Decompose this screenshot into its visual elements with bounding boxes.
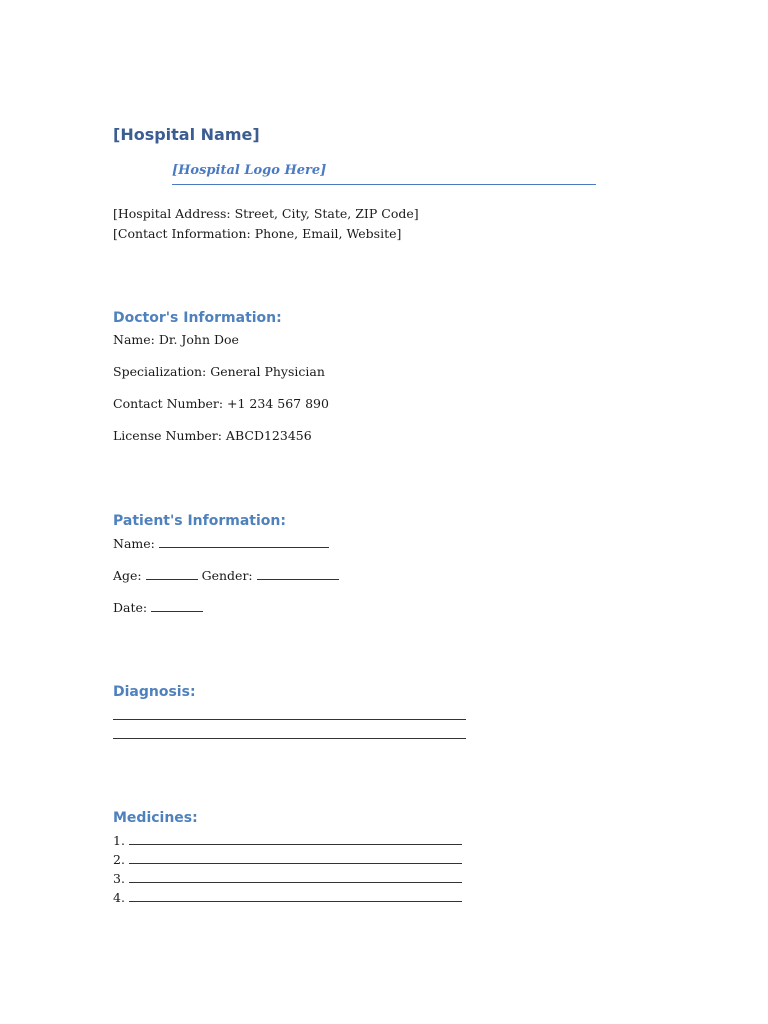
patient-age-field[interactable] (146, 566, 198, 580)
doctor-info-heading: Doctor's Information: (113, 310, 282, 326)
medicine-item-field[interactable] (129, 869, 462, 883)
medicine-item-field[interactable] (129, 888, 462, 902)
hospital-name: [Hospital Name] (113, 125, 260, 144)
hospital-contact: [Contact Information: Phone, Email, Website] (113, 226, 402, 241)
patient-name-row (113, 534, 329, 553)
hospital-logo-text: [Hospital Logo Here] (172, 163, 327, 178)
medicine-item (113, 869, 462, 888)
patient-name-label: Name: (113, 536, 155, 551)
patient-date-field[interactable] (151, 598, 203, 612)
patient-age-label: Age: (113, 568, 142, 583)
medicine-item (113, 888, 462, 907)
medicine-item-number: 4. (113, 890, 125, 905)
medicine-item (113, 831, 462, 850)
patient-date-label: Date: (113, 600, 148, 615)
medicines-heading: Medicines: (113, 810, 198, 826)
diagnosis-line-2[interactable] (113, 738, 466, 739)
medicine-item (113, 850, 462, 869)
medicine-item-number: 1. (113, 833, 125, 848)
patient-gender-field[interactable] (257, 566, 339, 580)
hospital-logo-placeholder (172, 162, 596, 185)
doctor-license-number: License Number: ABCD123456 (113, 428, 312, 443)
medicine-item-field[interactable] (129, 850, 462, 864)
medicine-item-field[interactable] (129, 831, 462, 845)
hospital-address: [Hospital Address: Street, City, State, ZIP Code] (113, 206, 419, 221)
patient-age-gender-row (113, 566, 339, 585)
diagnosis-heading: Diagnosis: (113, 684, 196, 700)
patient-info-heading: Patient's Information: (113, 513, 286, 529)
doctor-name: Name: Dr. John Doe (113, 332, 239, 347)
doctor-specialization: Specialization: General Physician (113, 364, 325, 379)
patient-date-row (113, 598, 203, 617)
patient-gender-label: Gender: (201, 568, 253, 583)
medicine-item-number: 3. (113, 871, 125, 886)
medicine-item-number: 2. (113, 852, 125, 867)
diagnosis-line-1[interactable] (113, 719, 466, 720)
doctor-contact-number: Contact Number: +1 234 567 890 (113, 396, 329, 411)
patient-name-field[interactable] (159, 534, 329, 548)
